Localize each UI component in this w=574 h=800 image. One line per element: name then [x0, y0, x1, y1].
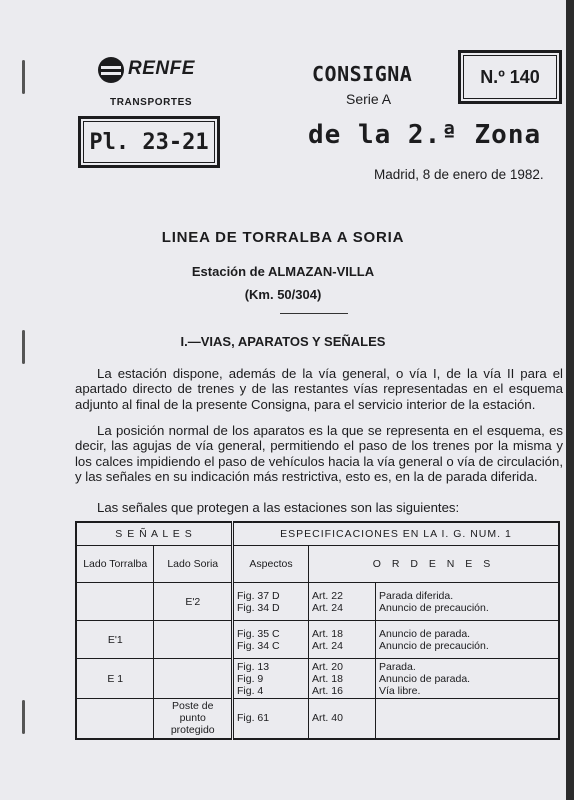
table-row: [76, 699, 559, 739]
table-header-row: [76, 522, 559, 546]
line-title: LINEA DE TORRALBA A SORIA: [161, 229, 405, 246]
cell-arts: Art. 20 Art. 18 Art. 16: [309, 659, 376, 699]
cell-soria: [154, 621, 233, 659]
table-subheader-row: [76, 546, 559, 583]
table-row: [76, 583, 559, 621]
header-senales: S E Ñ A L E S: [76, 522, 233, 546]
paragraph: Las señales que protegen a las estaciones son las siguientes:: [97, 500, 460, 515]
binder-hole: [22, 700, 25, 734]
cell-aspectos: Fig. 37 D Fig. 34 D: [233, 583, 309, 621]
cell-arts: Art. 22 Art. 24: [309, 583, 376, 621]
km-label: (Km. 50/304): [244, 287, 322, 302]
date-line: Madrid, 8 de enero de 1982.: [374, 167, 544, 182]
cell-ordenes: Anuncio de parada. Anuncio de precaución.: [376, 621, 560, 659]
section-heading: I.—VIAS, APARATOS Y SEÑALES: [180, 334, 386, 349]
background-edge: [566, 0, 574, 800]
consigna-title: CONSIGNA: [312, 62, 413, 86]
number-box: N.º 140: [458, 50, 562, 104]
table-row: [76, 659, 559, 699]
table-row: [76, 621, 559, 659]
code-box: Pl. 23-21: [78, 116, 220, 168]
binder-hole: [22, 60, 25, 94]
serie-label: Serie A: [346, 91, 392, 107]
station-title: Estación de ALMAZAN-VILLA: [191, 264, 375, 279]
cell-arts: Art. 40: [309, 699, 376, 739]
divider: [280, 313, 348, 314]
cell-arts: Art. 18 Art. 24: [309, 621, 376, 659]
cell-ordenes: Parada. Anuncio de parada. Vía libre.: [376, 659, 560, 699]
cell-ordenes: [376, 699, 560, 739]
cell-torralba: E 1: [76, 659, 154, 699]
zona-title: de la 2.ª Zona: [308, 120, 542, 150]
renfe-logo: [98, 56, 198, 84]
cell-torralba: [76, 583, 154, 621]
cell-torralba: E'1: [76, 621, 154, 659]
header-aspectos: Aspectos: [233, 546, 309, 583]
cell-soria: E'2: [154, 583, 233, 621]
cell-torralba: [76, 699, 154, 739]
paragraph: La estación dispone, además de la vía general, o vía I, de la vía II para el apartado directo de trenes y de las restantes vías representadas en el esquema adjunto al final de la presente Consigna, para el servicio interior de la estación.: [75, 366, 563, 412]
cell-soria: [154, 659, 233, 699]
logo-subtitle: TRANSPORTES: [110, 97, 193, 108]
cell-aspectos: Fig. 61: [233, 699, 309, 739]
cell-ordenes: Parada diferida. Anuncio de precaución.: [376, 583, 560, 621]
header-lado-soria: Lado Soria: [154, 546, 233, 583]
header-ordenes: O R D E N E S: [309, 546, 560, 583]
cell-aspectos: Fig. 35 C Fig. 34 C: [233, 621, 309, 659]
cell-soria: Poste de punto protegido: [154, 699, 233, 739]
header-especificaciones: ESPECIFICACIONES EN LA I. G. NUM. 1: [233, 522, 560, 546]
logo-text: RENFE: [128, 58, 195, 79]
renfe-logo-icon: [98, 57, 124, 83]
signals-table: [75, 521, 560, 740]
paragraph: La posición normal de los aparatos es la que se representa en el esquema, es decir, las agujas de vía general, permitiendo el paso de los trenes por la misma y los calces impidiendo el paso de vehículos hacia la vía general o vía de circulación, y las señales en su indicación más restrictiva, esto es, en la de parada diferida.: [75, 423, 563, 484]
header-lado-torralba: Lado Torralba: [76, 546, 154, 583]
cell-aspectos: Fig. 13 Fig. 9 Fig. 4: [233, 659, 309, 699]
